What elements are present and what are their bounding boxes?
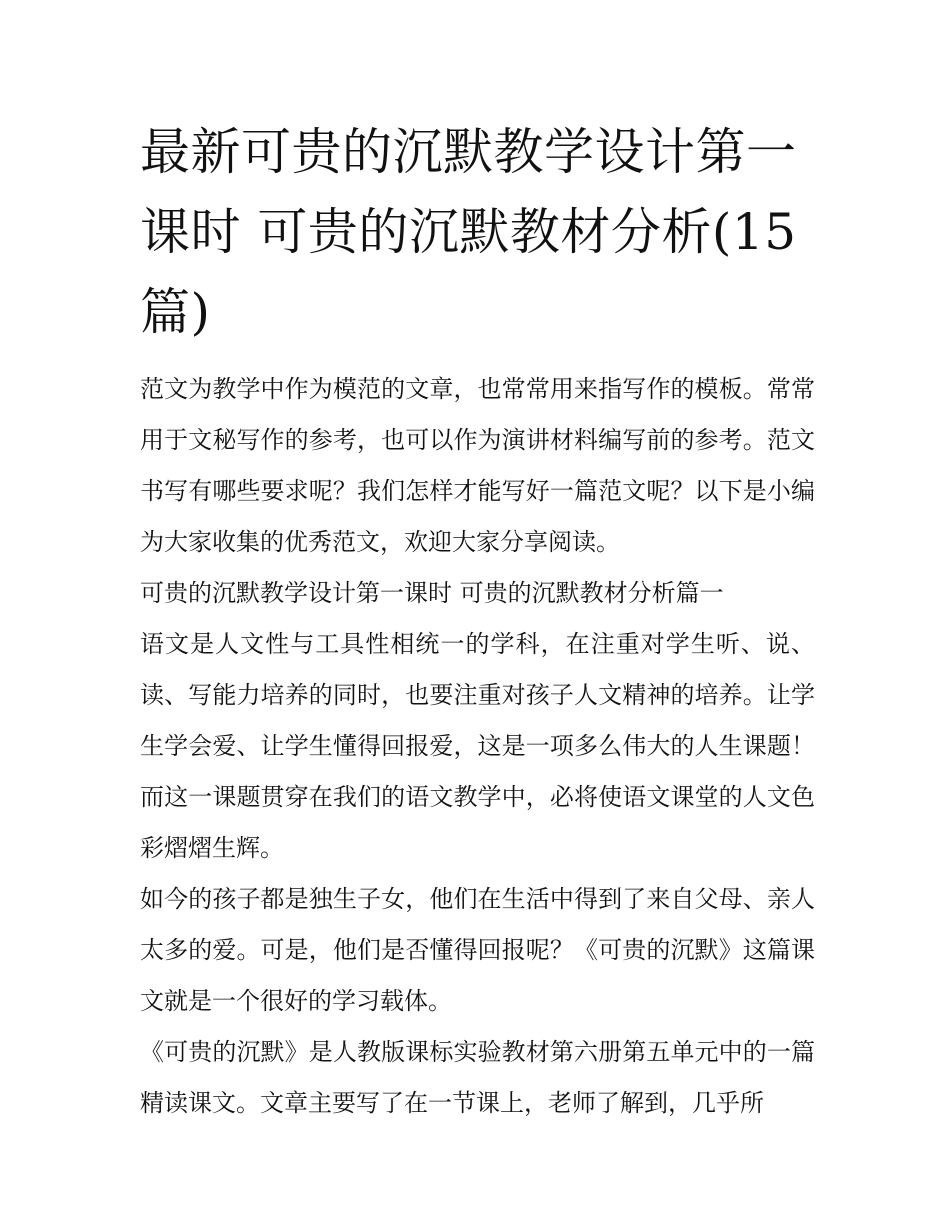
document-title: 最新可贵的沉默教学设计第一课时 可贵的沉默教材分析(15篇) xyxy=(140,123,797,341)
paragraph: 如今的孩子都是独生子女，他们在生活中得到了来自父母、亲人太多的爱。可是，他们是否懂得回报呢？《可贵的沉默》这篇课文就是一个很好的学习载体。 xyxy=(140,885,815,1015)
section-heading: 可贵的沉默教学设计第一课时 可贵的沉默教材分析篇一 xyxy=(140,579,724,607)
document-body xyxy=(140,364,815,1129)
paragraph: 《可贵的沉默》是人教版课标实验教材第六册第五单元中的一篇精读课文。文章主要写了在一节课上，老师了解到，几乎所 xyxy=(140,1038,815,1117)
paragraph: 语文是人文性与工具性相统一的学科，在注重对学生听、说、读、写能力培养的同时，也要注重对孩子人文精神的培养。让学生学会爱、让学生懂得回报爱，这是一项多么伟大的人生课题！而这一课题贯穿在我们的语文教学中，必将使语文课堂的人文色彩熠熠生辉。 xyxy=(140,630,815,862)
document-page xyxy=(140,112,815,1129)
paragraph-intro: 范文为教学中作为模范的文章，也常常用来指写作的模板。常常用于文秘写作的参考，也可以作为演讲材料编写前的参考。范文书写有哪些要求呢？我们怎样才能写好一篇范文呢？以下是小编为大家收集的优秀范文，欢迎大家分享阅读。 xyxy=(140,375,815,556)
